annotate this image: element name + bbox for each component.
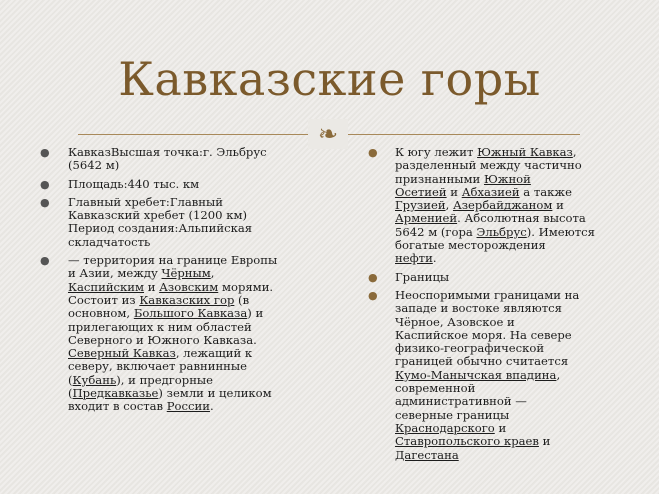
- right-bullet-list: [368, 146, 618, 467]
- text-segment: складчатость: [68, 234, 151, 249]
- hyperlink[interactable]: Северный Кавказ: [68, 346, 176, 361]
- hyperlink[interactable]: Большого Кавказа: [133, 306, 248, 321]
- hyperlink[interactable]: Эльбрус: [476, 224, 527, 239]
- text-line: [395, 382, 618, 395]
- bullet-item: [368, 271, 618, 284]
- hyperlink[interactable]: Кубань: [72, 372, 117, 387]
- text-segment: северу, включает равнинные: [68, 359, 247, 374]
- bullet-item: [40, 254, 320, 414]
- text-line: [68, 400, 320, 413]
- text-line: [68, 178, 320, 191]
- hyperlink[interactable]: Ставропольского краев: [395, 434, 539, 449]
- text-segment: разделенный между частично: [395, 158, 582, 173]
- text-segment: Чёрное, Азовское и: [395, 314, 515, 329]
- text-segment: .: [209, 399, 214, 414]
- text-segment: современной: [395, 381, 476, 396]
- text-line: [68, 374, 320, 387]
- text-line: [395, 316, 618, 329]
- text-segment: а также: [519, 184, 572, 199]
- bullet-icon: ●: [40, 146, 50, 159]
- text-line: [395, 252, 618, 265]
- text-segment: основном,: [68, 306, 134, 321]
- text-line: [68, 222, 320, 235]
- text-segment: и: [144, 279, 160, 294]
- text-segment: и: [538, 434, 551, 449]
- text-segment: западе и востоке являются: [395, 301, 562, 316]
- text-line: [68, 159, 320, 172]
- text-line: [68, 307, 320, 320]
- text-line: [395, 239, 618, 252]
- text-line: [395, 409, 618, 422]
- text-segment: и: [552, 198, 564, 213]
- hyperlink[interactable]: Южной: [483, 171, 531, 186]
- text-segment: и: [446, 184, 462, 199]
- bullet-item: [40, 178, 320, 191]
- text-segment: КавказВысшая точка:г. Эльбрус: [68, 145, 267, 159]
- bullet-icon: ●: [40, 254, 50, 268]
- hyperlink[interactable]: Южный Кавказ: [477, 145, 573, 159]
- text-line: [68, 254, 320, 267]
- text-line: [68, 236, 320, 249]
- text-segment: физико-географической: [395, 341, 545, 356]
- text-line: [68, 281, 320, 294]
- bullet-icon: ●: [40, 177, 50, 191]
- text-segment: признанными: [395, 171, 484, 186]
- bullet-item: [40, 196, 320, 249]
- text-line: [68, 347, 320, 360]
- text-line: [68, 334, 320, 347]
- hyperlink[interactable]: России: [166, 399, 210, 414]
- bullet-item: [368, 146, 618, 266]
- text-segment: Северного и Южного Кавказа.: [68, 332, 257, 347]
- text-line: [68, 146, 320, 159]
- text-segment: прилегающих к ним областей: [68, 319, 252, 334]
- hyperlink[interactable]: Чёрным: [161, 266, 211, 281]
- text-segment: Каспийское моря. На севере: [395, 327, 572, 342]
- hyperlink[interactable]: Дагестана: [395, 447, 459, 462]
- bullet-item: [40, 146, 320, 173]
- text-line: [395, 355, 618, 368]
- text-segment: Кавказский хребет (1200 км): [68, 208, 248, 223]
- hyperlink[interactable]: Краснодарского: [395, 420, 495, 435]
- text-line: [68, 267, 320, 280]
- text-segment: границей обычно считается: [395, 354, 569, 369]
- text-segment: Главный хребет:Главный: [68, 194, 223, 209]
- bullet-icon: ●: [368, 288, 378, 302]
- text-segment: К югу лежит: [395, 145, 478, 159]
- text-segment: ,: [210, 266, 215, 281]
- text-segment: 5642 м (гора: [395, 224, 477, 239]
- text-line: [395, 146, 618, 159]
- text-segment: ,: [572, 145, 577, 159]
- left-bullet-list: [40, 146, 320, 419]
- text-line: [395, 186, 618, 199]
- text-line: [395, 369, 618, 382]
- text-line: [395, 289, 618, 302]
- text-line: [395, 449, 618, 462]
- text-line: [395, 342, 618, 355]
- bullet-icon: ●: [40, 195, 50, 209]
- text-segment: и: [494, 420, 507, 435]
- text-line: [395, 173, 618, 186]
- text-line: [395, 226, 618, 239]
- text-segment: северные границы: [395, 407, 510, 422]
- text-line: [395, 199, 618, 212]
- text-line: [395, 271, 618, 284]
- text-line: [68, 321, 320, 334]
- text-segment: ) и: [247, 306, 264, 321]
- text-segment: Границы: [395, 269, 450, 284]
- text-segment: богатые месторождения: [395, 238, 546, 253]
- hyperlink[interactable]: Осетией: [395, 184, 447, 199]
- text-line: [395, 395, 618, 408]
- slide-title: Кавказские горы: [118, 52, 541, 106]
- text-segment: , лежащий к: [175, 346, 253, 361]
- text-line: [395, 212, 618, 225]
- bullet-item: [368, 289, 618, 462]
- text-segment: (в: [234, 292, 250, 307]
- hyperlink[interactable]: Кумо-Манычская впадина: [395, 367, 557, 382]
- text-segment: морями.: [218, 279, 274, 294]
- text-segment: Период создания:Альпийская: [68, 221, 253, 236]
- text-line: [68, 294, 320, 307]
- text-segment: ), и предгорные: [116, 372, 214, 387]
- hyperlink[interactable]: Кавказских гор: [139, 292, 235, 307]
- text-segment: административной —: [395, 394, 527, 409]
- text-line: [395, 302, 618, 315]
- text-segment: и Азии, между: [68, 266, 162, 281]
- text-line: [68, 196, 320, 209]
- text-segment: Площадь:440 тыс. км: [68, 176, 200, 191]
- text-line: [395, 329, 618, 342]
- text-segment: ,: [445, 198, 453, 213]
- text-segment: (: [68, 386, 73, 401]
- hyperlink[interactable]: нефти: [395, 251, 433, 266]
- hyperlink[interactable]: Предкавказье: [72, 386, 159, 401]
- text-segment: ) земли и целиком: [158, 386, 272, 401]
- text-line: [68, 387, 320, 400]
- text-segment: . Абсолютная высота: [457, 211, 586, 226]
- text-line: [395, 422, 618, 435]
- hyperlink[interactable]: Азовским: [159, 279, 219, 294]
- hyperlink[interactable]: Арменией: [395, 211, 458, 226]
- text-segment: входит в состав: [68, 399, 167, 414]
- fleuron-ornament-icon: ❧: [308, 119, 348, 149]
- hyperlink[interactable]: Азербайджаном: [452, 198, 553, 213]
- bullet-icon: ●: [368, 270, 378, 284]
- text-segment: — территория на границе Европы: [68, 253, 278, 268]
- hyperlink[interactable]: Грузией: [395, 198, 446, 213]
- text-segment: ,: [556, 367, 561, 382]
- text-segment: Состоит из: [68, 292, 140, 307]
- text-segment: .: [432, 251, 437, 266]
- hyperlink[interactable]: Абхазией: [461, 184, 520, 199]
- text-line: [395, 435, 618, 448]
- text-segment: (: [68, 372, 73, 387]
- hyperlink[interactable]: Каспийским: [68, 279, 145, 294]
- text-line: [395, 159, 618, 172]
- text-segment: Неоспоримыми границами на: [395, 287, 580, 302]
- text-segment: (5642 м): [68, 158, 120, 173]
- bullet-icon: ●: [368, 146, 378, 159]
- text-segment: ). Имеются: [526, 224, 595, 239]
- text-line: [68, 360, 320, 373]
- text-line: [68, 209, 320, 222]
